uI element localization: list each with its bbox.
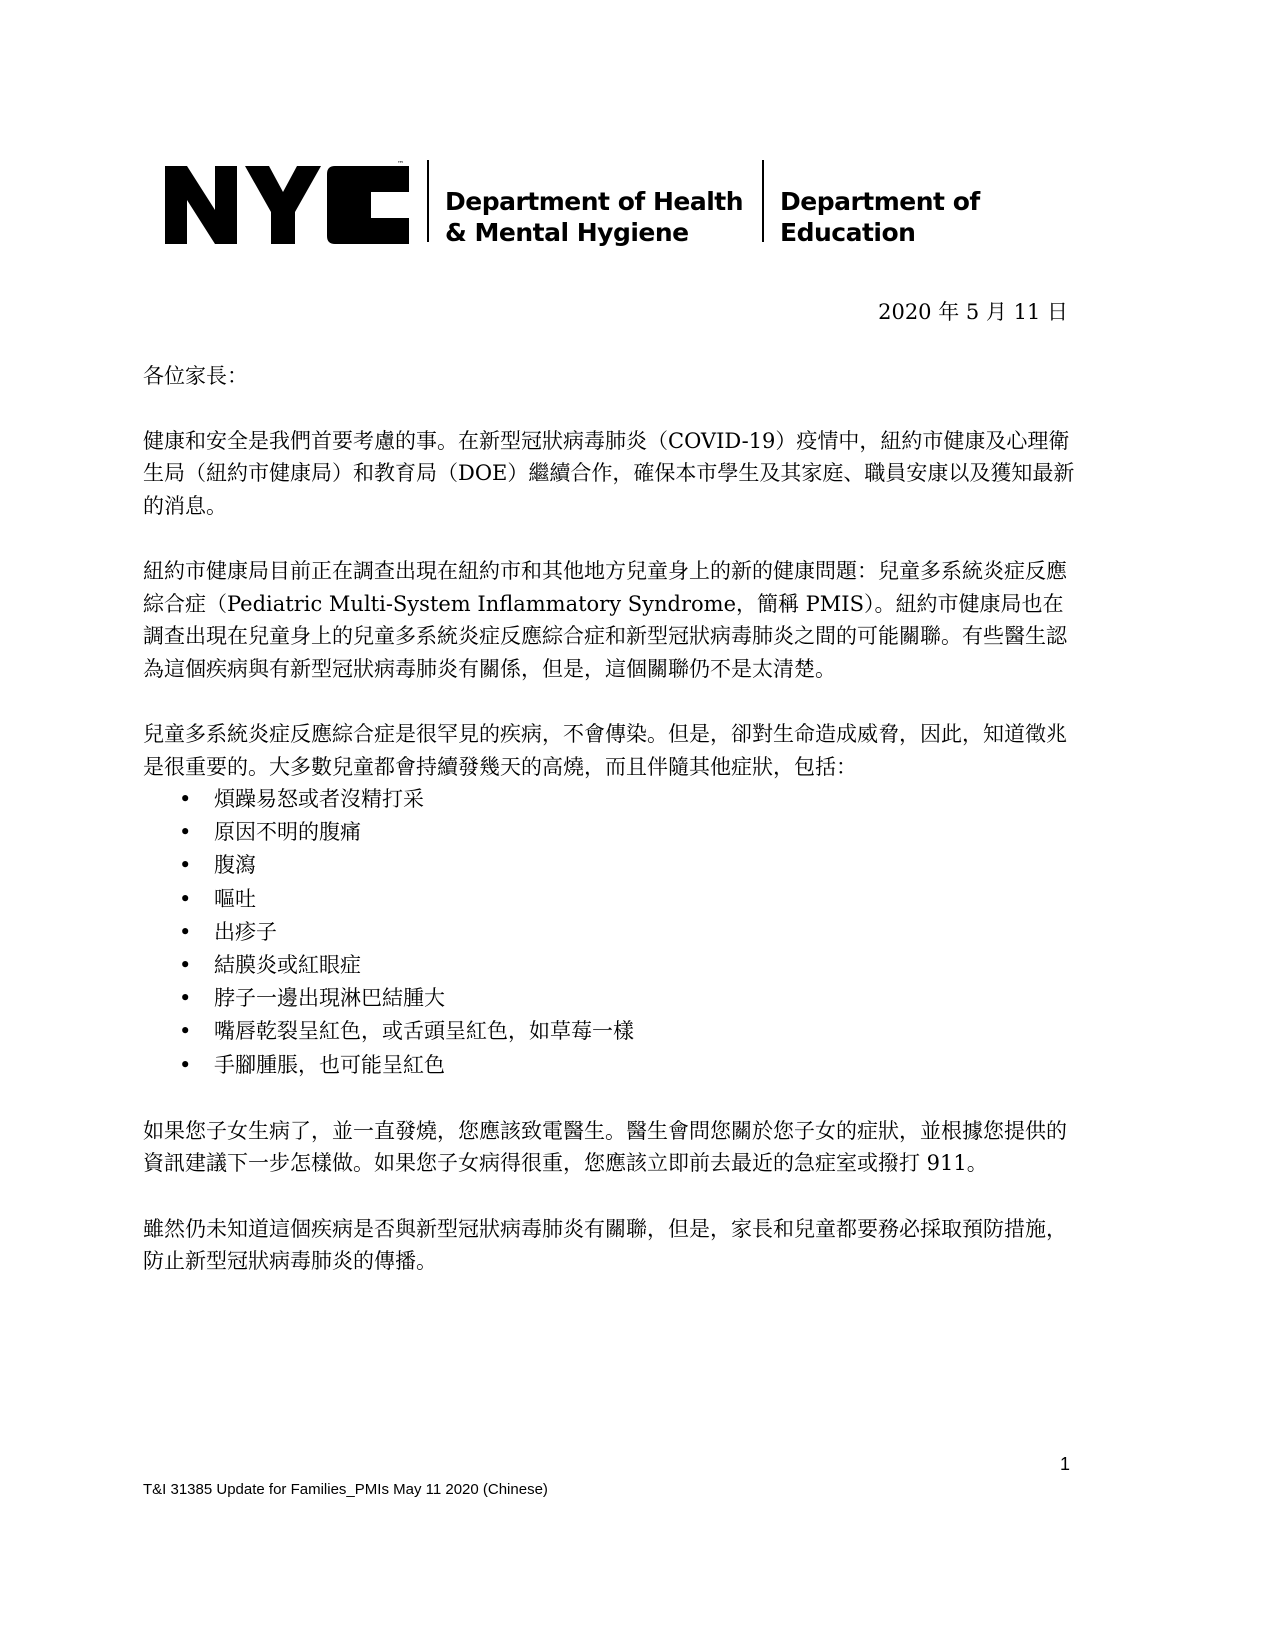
paragraph: 如果您子女生病了，並一直發燒，您應該致電醫生。醫生會問您關於您子女的症狀，並根據您提供的資訊建議下一步怎樣做。如果您子女病得很重，您應該立即前去最近的急症室或撥打 911。 bbox=[143, 1118, 1067, 1176]
list-item bbox=[143, 916, 1083, 949]
bullet: • bbox=[179, 986, 192, 1011]
list-item bbox=[143, 849, 1083, 882]
list-item bbox=[143, 1049, 1083, 1082]
paragraph: 雖然仍未知道這個疾病是否與新型冠狀病毒肺炎有關聯，但是，家長和兒童都要務必採取預防措施，防止新型冠狀病毒肺炎的傳播。 bbox=[143, 1216, 1067, 1274]
paragraph: 健康和安全是我們首要考慮的事。在新型冠狀病毒肺炎（COVID-19）疫情中，紐約市健康及心理衛生局（紐約市健康局）和教育局（DOE）繼續合作，確保本市學生及其家庭、職員安康以及獲知最新的消息。 bbox=[143, 428, 1075, 518]
list-item bbox=[143, 816, 1083, 849]
bullet: • bbox=[179, 952, 192, 977]
bullet: • bbox=[179, 1052, 192, 1077]
page-number: 1 bbox=[1059, 1454, 1070, 1474]
bullet: • bbox=[179, 1019, 192, 1044]
symptom-text: 結膜炎或紅眼症 bbox=[214, 952, 361, 977]
list-item bbox=[143, 783, 1083, 816]
nyc-logo-graphic bbox=[165, 166, 420, 244]
symptom-text: 嘴唇乾裂呈紅色，或舌頭呈紅色，如草莓一樣 bbox=[214, 1019, 634, 1044]
dohmh-name bbox=[445, 186, 743, 248]
dohmh-line-2: & Mental Hygiene bbox=[445, 218, 689, 247]
bullet: • bbox=[179, 886, 192, 911]
list-item bbox=[143, 949, 1083, 982]
symptom-text: 嘔吐 bbox=[214, 886, 256, 911]
paragraph: 紐約市健康局目前正在調查出現在紐約市和其他地方兒童身上的新的健康問題：兒童多系統炎症反應綜合症（Pediatric Multi-System Inflammatory Syndrome，簡稱 PMIS）。紐約市健康局也在調查出現在兒童身上的兒童多系統炎症反應綜合症和新型冠狀病毒肺炎之間的可能關聯。有些醫生認為這個疾病與有新型冠狀病毒肺炎有關係，但是，這個關聯仍不是太清楚。 bbox=[143, 559, 1067, 681]
paragraph: 兒童多系統炎症反應綜合症是很罕見的疾病，不會傳染。但是，卻對生命造成威脅，因此，知道徵兆是很重要的。大多數兒童都會持續發幾天的高燒，而且伴隨其他症狀，包括： bbox=[143, 722, 1067, 779]
greeting: 各位家長： bbox=[143, 364, 248, 388]
dohmh-line-1: Department of Health bbox=[445, 187, 744, 216]
symptom-text: 腹瀉 bbox=[214, 853, 256, 878]
doe-line-2: Education bbox=[780, 218, 916, 247]
bullet: • bbox=[179, 853, 192, 878]
symptom-text: 出疹子 bbox=[214, 919, 277, 944]
symptom-list bbox=[143, 783, 1083, 1082]
doe-name bbox=[780, 186, 980, 248]
nyc-logo bbox=[165, 166, 420, 244]
bullet: • bbox=[179, 919, 192, 944]
trademark-mark: ™ bbox=[397, 160, 404, 168]
header-divider bbox=[427, 160, 429, 242]
symptom-text: 脖子一邊出現淋巴結腫大 bbox=[214, 986, 445, 1011]
letter-body bbox=[143, 360, 1083, 1311]
header-divider bbox=[762, 160, 764, 242]
letter-date: 2020 年 5 月 11 日 bbox=[878, 300, 1068, 324]
symptom-text: 原因不明的腹痛 bbox=[214, 820, 361, 845]
list-item bbox=[143, 883, 1083, 916]
symptom-text: 煩躁易怒或者沒精打采 bbox=[214, 787, 424, 811]
symptom-text: 手腳腫脹，也可能呈紅色 bbox=[214, 1052, 445, 1077]
document-id-footer: T&I 31385 Update for Families_PMIs May 11 2020 (Chinese) bbox=[143, 1481, 548, 1498]
letterhead bbox=[165, 160, 995, 248]
bullet: • bbox=[179, 820, 192, 845]
list-item bbox=[143, 1015, 1083, 1048]
bullet: • bbox=[179, 787, 192, 811]
doe-line-1: Department of bbox=[780, 187, 980, 216]
list-item bbox=[143, 982, 1083, 1015]
